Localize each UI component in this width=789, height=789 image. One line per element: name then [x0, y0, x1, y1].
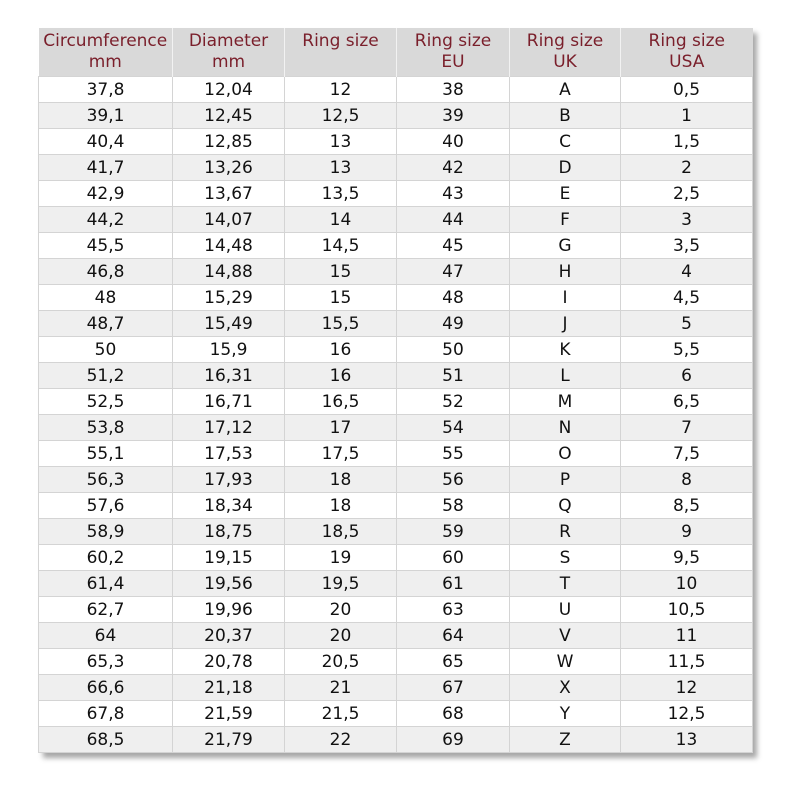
cell-diameter: 14,07 [173, 207, 285, 233]
cell-ring-size-uk: L [510, 363, 621, 389]
header-line1: Ring size [526, 31, 604, 51]
cell-ring-size-eu: 39 [397, 103, 510, 129]
cell-ring-size: 13 [285, 155, 397, 181]
cell-circumference: 40,4 [39, 129, 173, 155]
cell-ring-size-usa: 9,5 [621, 545, 753, 571]
cell-ring-size-uk: W [510, 649, 621, 675]
header-circumference [39, 28, 173, 77]
header-line2 [285, 52, 396, 73]
cell-ring-size-usa: 8 [621, 467, 753, 493]
cell-circumference: 50 [39, 337, 173, 363]
cell-circumference: 67,8 [39, 701, 173, 727]
cell-diameter: 19,56 [173, 571, 285, 597]
cell-ring-size: 15 [285, 259, 397, 285]
table-row [39, 103, 753, 129]
cell-ring-size-eu: 50 [397, 337, 510, 363]
cell-ring-size-eu: 42 [397, 155, 510, 181]
header-diameter [173, 28, 285, 77]
cell-ring-size-uk: K [510, 337, 621, 363]
table-row [39, 389, 753, 415]
cell-circumference: 56,3 [39, 467, 173, 493]
table-row [39, 493, 753, 519]
table-row [39, 77, 753, 103]
cell-ring-size-eu: 51 [397, 363, 510, 389]
cell-circumference: 62,7 [39, 597, 173, 623]
cell-ring-size-uk: F [510, 207, 621, 233]
ring-size-table [38, 28, 753, 753]
cell-ring-size-uk: Y [510, 701, 621, 727]
table-row [39, 363, 753, 389]
cell-circumference: 57,6 [39, 493, 173, 519]
cell-circumference: 65,3 [39, 649, 173, 675]
table-row [39, 675, 753, 701]
cell-ring-size-uk: J [510, 311, 621, 337]
cell-ring-size-usa: 3 [621, 207, 753, 233]
cell-ring-size-usa: 2,5 [621, 181, 753, 207]
cell-diameter: 20,78 [173, 649, 285, 675]
cell-ring-size-uk: U [510, 597, 621, 623]
table-row [39, 649, 753, 675]
cell-ring-size-eu: 55 [397, 441, 510, 467]
table-row [39, 207, 753, 233]
cell-diameter: 19,96 [173, 597, 285, 623]
cell-ring-size-usa: 10,5 [621, 597, 753, 623]
cell-ring-size: 15,5 [285, 311, 397, 337]
cell-ring-size-eu: 52 [397, 389, 510, 415]
header-line1: Ring size [648, 31, 725, 51]
header-ring-size-uk [510, 28, 621, 77]
cell-ring-size: 16,5 [285, 389, 397, 415]
cell-circumference: 68,5 [39, 727, 173, 753]
cell-circumference: 51,2 [39, 363, 173, 389]
cell-ring-size-usa: 7,5 [621, 441, 753, 467]
table-row [39, 155, 753, 181]
table-row [39, 623, 753, 649]
cell-ring-size-usa: 6 [621, 363, 753, 389]
table-row [39, 285, 753, 311]
cell-diameter: 17,53 [173, 441, 285, 467]
cell-ring-size-eu: 64 [397, 623, 510, 649]
header-line1: Circumference [43, 31, 168, 51]
header-line2: mm [88, 52, 122, 72]
cell-ring-size-eu: 58 [397, 493, 510, 519]
cell-ring-size-usa: 11 [621, 623, 753, 649]
cell-ring-size-uk: Q [510, 493, 621, 519]
header-line2: mm [211, 52, 246, 72]
cell-ring-size: 18 [285, 493, 397, 519]
cell-ring-size-usa: 8,5 [621, 493, 753, 519]
table-body [39, 77, 753, 753]
cell-ring-size: 12,5 [285, 103, 397, 129]
cell-diameter: 21,59 [173, 701, 285, 727]
cell-diameter: 16,71 [173, 389, 285, 415]
table-row [39, 415, 753, 441]
cell-circumference: 61,4 [39, 571, 173, 597]
cell-ring-size-uk: B [510, 103, 621, 129]
ring-size-table-wrapper [38, 28, 752, 753]
cell-ring-size: 19 [285, 545, 397, 571]
cell-ring-size-uk: C [510, 129, 621, 155]
cell-ring-size-eu: 60 [397, 545, 510, 571]
header-line1: Ring size [302, 31, 379, 51]
cell-ring-size-eu: 47 [397, 259, 510, 285]
cell-diameter: 18,34 [173, 493, 285, 519]
cell-ring-size: 18 [285, 467, 397, 493]
table-row [39, 727, 753, 753]
cell-ring-size-eu: 38 [397, 77, 510, 103]
cell-ring-size: 15 [285, 285, 397, 311]
cell-ring-size: 21,5 [285, 701, 397, 727]
cell-diameter: 18,75 [173, 519, 285, 545]
cell-ring-size: 13 [285, 129, 397, 155]
cell-ring-size: 19,5 [285, 571, 397, 597]
cell-ring-size-eu: 61 [397, 571, 510, 597]
cell-ring-size-uk: Z [510, 727, 621, 753]
cell-ring-size-eu: 56 [397, 467, 510, 493]
cell-ring-size: 20 [285, 597, 397, 623]
cell-ring-size-usa: 12 [621, 675, 753, 701]
cell-ring-size-eu: 43 [397, 181, 510, 207]
cell-ring-size-eu: 69 [397, 727, 510, 753]
cell-diameter: 14,48 [173, 233, 285, 259]
cell-circumference: 64 [39, 623, 173, 649]
cell-ring-size-usa: 7 [621, 415, 753, 441]
cell-ring-size-usa: 9 [621, 519, 753, 545]
cell-circumference: 66,6 [39, 675, 173, 701]
cell-ring-size-uk: E [510, 181, 621, 207]
cell-diameter: 19,15 [173, 545, 285, 571]
cell-circumference: 37,8 [39, 77, 173, 103]
cell-ring-size-uk: O [510, 441, 621, 467]
cell-ring-size-usa: 5,5 [621, 337, 753, 363]
table-row [39, 545, 753, 571]
cell-ring-size: 20 [285, 623, 397, 649]
cell-circumference: 53,8 [39, 415, 173, 441]
cell-ring-size-usa: 13 [621, 727, 753, 753]
cell-ring-size-uk: X [510, 675, 621, 701]
cell-ring-size-eu: 65 [397, 649, 510, 675]
cell-ring-size-usa: 2 [621, 155, 753, 181]
cell-diameter: 12,45 [173, 103, 285, 129]
cell-ring-size: 17,5 [285, 441, 397, 467]
header-row [39, 28, 753, 77]
header-line2: EU [441, 52, 465, 72]
cell-ring-size-eu: 40 [397, 129, 510, 155]
table-row [39, 233, 753, 259]
cell-circumference: 39,1 [39, 103, 173, 129]
cell-ring-size-usa: 12,5 [621, 701, 753, 727]
cell-circumference: 48,7 [39, 311, 173, 337]
cell-circumference: 45,5 [39, 233, 173, 259]
cell-ring-size-usa: 5 [621, 311, 753, 337]
cell-ring-size-usa: 10 [621, 571, 753, 597]
cell-ring-size-eu: 49 [397, 311, 510, 337]
cell-ring-size-usa: 1 [621, 103, 753, 129]
table-row [39, 259, 753, 285]
header-line1: Ring size [414, 31, 492, 51]
header-line1: Diameter [188, 31, 269, 51]
table-header [39, 28, 753, 77]
table-row [39, 597, 753, 623]
cell-diameter: 15,9 [173, 337, 285, 363]
cell-ring-size-uk: R [510, 519, 621, 545]
header-ring-size [285, 28, 397, 77]
cell-diameter: 15,49 [173, 311, 285, 337]
table-row [39, 441, 753, 467]
cell-circumference: 46,8 [39, 259, 173, 285]
header-ring-size-usa [621, 28, 753, 77]
table-row [39, 519, 753, 545]
cell-ring-size-eu: 59 [397, 519, 510, 545]
cell-ring-size: 18,5 [285, 519, 397, 545]
cell-circumference: 58,9 [39, 519, 173, 545]
cell-ring-size-uk: A [510, 77, 621, 103]
cell-ring-size-uk: H [510, 259, 621, 285]
cell-ring-size-usa: 1,5 [621, 129, 753, 155]
cell-ring-size-uk: N [510, 415, 621, 441]
cell-diameter: 15,29 [173, 285, 285, 311]
cell-diameter: 17,12 [173, 415, 285, 441]
cell-diameter: 12,85 [173, 129, 285, 155]
cell-ring-size-usa: 0,5 [621, 77, 753, 103]
cell-ring-size-usa: 4,5 [621, 285, 753, 311]
cell-ring-size-eu: 67 [397, 675, 510, 701]
table-row [39, 467, 753, 493]
cell-ring-size: 20,5 [285, 649, 397, 675]
cell-circumference: 52,5 [39, 389, 173, 415]
header-line2: USA [669, 52, 705, 72]
cell-diameter: 12,04 [173, 77, 285, 103]
cell-ring-size-uk: G [510, 233, 621, 259]
cell-ring-size-usa: 4 [621, 259, 753, 285]
cell-diameter: 21,79 [173, 727, 285, 753]
cell-ring-size-uk: I [510, 285, 621, 311]
cell-ring-size: 16 [285, 337, 397, 363]
table-row [39, 701, 753, 727]
cell-ring-size-uk: M [510, 389, 621, 415]
cell-ring-size: 22 [285, 727, 397, 753]
cell-circumference: 55,1 [39, 441, 173, 467]
table-row [39, 181, 753, 207]
cell-ring-size-uk: T [510, 571, 621, 597]
table-row [39, 129, 753, 155]
cell-circumference: 41,7 [39, 155, 173, 181]
cell-ring-size-usa: 3,5 [621, 233, 753, 259]
cell-ring-size-uk: D [510, 155, 621, 181]
cell-ring-size-eu: 44 [397, 207, 510, 233]
cell-ring-size: 17 [285, 415, 397, 441]
header-ring-size-eu [397, 28, 510, 77]
cell-ring-size-usa: 11,5 [621, 649, 753, 675]
table-row [39, 571, 753, 597]
cell-diameter: 20,37 [173, 623, 285, 649]
cell-ring-size-eu: 63 [397, 597, 510, 623]
cell-ring-size-uk: P [510, 467, 621, 493]
cell-diameter: 13,26 [173, 155, 285, 181]
cell-circumference: 42,9 [39, 181, 173, 207]
cell-ring-size: 14 [285, 207, 397, 233]
cell-ring-size-eu: 68 [397, 701, 510, 727]
cell-circumference: 48 [39, 285, 173, 311]
cell-ring-size: 13,5 [285, 181, 397, 207]
cell-ring-size: 12 [285, 77, 397, 103]
cell-diameter: 16,31 [173, 363, 285, 389]
cell-ring-size-eu: 45 [397, 233, 510, 259]
cell-ring-size: 14,5 [285, 233, 397, 259]
cell-ring-size-usa: 6,5 [621, 389, 753, 415]
cell-diameter: 17,93 [173, 467, 285, 493]
cell-ring-size-eu: 54 [397, 415, 510, 441]
cell-diameter: 14,88 [173, 259, 285, 285]
cell-ring-size: 16 [285, 363, 397, 389]
cell-ring-size-uk: S [510, 545, 621, 571]
cell-ring-size: 21 [285, 675, 397, 701]
cell-ring-size-uk: V [510, 623, 621, 649]
cell-diameter: 21,18 [173, 675, 285, 701]
cell-diameter: 13,67 [173, 181, 285, 207]
cell-circumference: 44,2 [39, 207, 173, 233]
cell-circumference: 60,2 [39, 545, 173, 571]
header-line2: UK [553, 52, 577, 72]
cell-ring-size-eu: 48 [397, 285, 510, 311]
table-row [39, 337, 753, 363]
table-row [39, 311, 753, 337]
